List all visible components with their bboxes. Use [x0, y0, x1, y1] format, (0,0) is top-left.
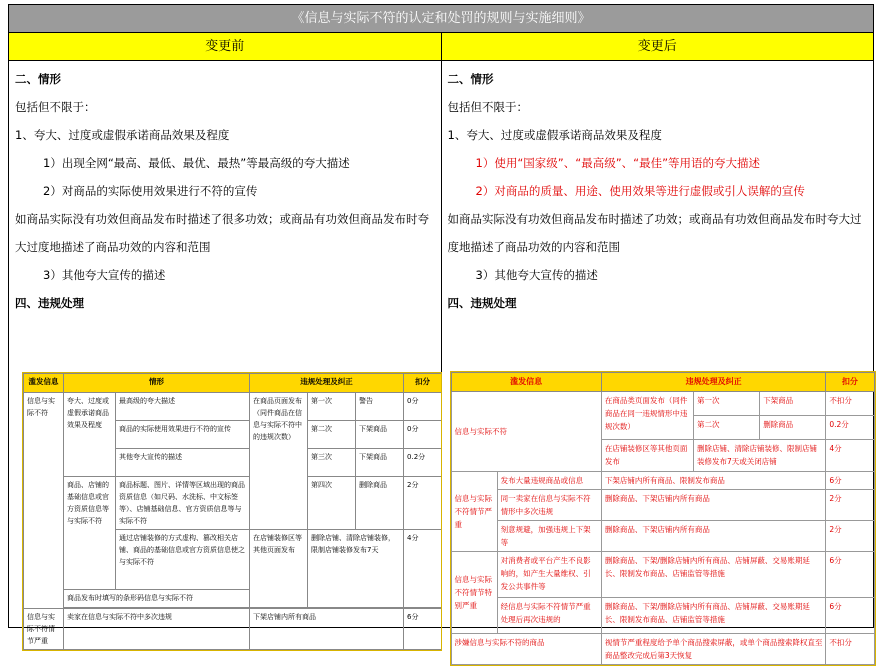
paragraph: 如商品实际没有功效但商品发布时描述了功效；或商品有功效但商品发布时夸大过度地描述了商品功效的内容和范围	[447, 212, 862, 254]
table-cell: 下架商品	[356, 421, 404, 449]
sub-item: 2）对商品的实际使用效果进行不符的宣传	[43, 184, 258, 198]
table-cell: 商品、店铺的基础信息或官方资质信息等与实际不符	[64, 477, 116, 590]
table-cell: 刻意规避，加强违规上下架等	[497, 521, 601, 552]
table-cell: 删除店铺、清除店铺装修、限制店铺装修发布7天或关闭店铺	[694, 440, 826, 472]
table-cell: 下架商品	[760, 392, 826, 416]
table-cell: 商品发布时填写的条形码信息与实际不符	[64, 590, 250, 608]
table-header: 扣分	[826, 373, 874, 392]
section-heading: 二、情形	[447, 72, 494, 86]
table-cell: 删除商品	[760, 416, 826, 440]
table-header: 情形	[64, 374, 250, 393]
section-heading: 二、情形	[15, 72, 61, 86]
table-cell: 第二次	[694, 416, 760, 440]
table-cell: 在商品类页面发布（同件商品在同一违规情形中违规次数）	[601, 392, 693, 440]
document-frame	[8, 4, 874, 660]
table-cell: 下架店铺内所有商品	[250, 609, 404, 650]
page-title: 《信息与实际不符的认定和处罚的规则与实施细则》	[9, 5, 873, 33]
table-cell: 卖家在信息与实际不符中多次违规	[64, 609, 250, 650]
before-penalty-table	[23, 373, 441, 650]
table-cell: 删除店铺、清除店铺装修，限制店铺装修发布7天	[308, 530, 404, 608]
table-cell: 经信息与实际不符情节严重处理后再次违规的	[497, 598, 601, 634]
table-cell: 下架店铺内所有商品、限制发布商品	[601, 472, 826, 490]
item-text: 1、夸大、过度或虚假承诺商品效果及程度	[15, 128, 230, 142]
table-cell: 警告	[356, 393, 404, 421]
table-cell: 第三次	[308, 449, 356, 477]
table-cell: 通过店铺装修的方式虚构、篡改相关店铺、商品的基础信息或官方资质信息使之与实际不符	[116, 530, 250, 590]
table-header: 滥发信息	[24, 374, 64, 393]
table-cell: 信息与实际不符	[451, 392, 601, 472]
paragraph: 如商品实际没有功效但商品发布时描述了很多功效；或商品有功效但商品发布时夸大过度地描述了商品功效的内容和范围	[15, 212, 429, 254]
table-cell: 商品的实际使用效果进行不符的宣传	[116, 421, 250, 449]
table-cell: 删除商品	[356, 477, 404, 530]
table-cell: 信息与实际不符	[24, 393, 64, 609]
table-header: 滥发信息	[451, 373, 601, 392]
table-cell: 4分	[404, 530, 442, 608]
table-cell: 商品标题、图片、详情等区域出现的商品资质信息（如尺码、水洗标、中文标签等）、店铺基础信息、官方资质信息等与实际不符	[116, 477, 250, 530]
table-cell: 删除商品、下架店铺内所有商品	[601, 521, 826, 552]
table-cell: 最高级的夸大描述	[116, 393, 250, 421]
table-cell: 0.2分	[826, 416, 874, 440]
table-cell: 第四次	[308, 477, 356, 530]
sub-item-changed: 2）对商品的质量、用途、使用效果等进行虚假或引人误解的宣传	[475, 184, 805, 198]
table-cell: 4分	[826, 440, 874, 472]
table-cell: 信息与实际不符情节特别严重	[451, 552, 497, 634]
table-cell: 2分	[826, 521, 874, 552]
section-heading: 四、违规处理	[15, 296, 84, 310]
table-cell: 视情节严重程度给予单个商品搜索屏蔽，或单个商品搜索降权直至商品整改完成后第3天恢复	[601, 634, 826, 665]
table-cell: 2分	[404, 477, 442, 530]
table-header: 扣分	[404, 374, 442, 393]
table-cell: 同一卖家在信息与实际不符情形中多次违规	[497, 490, 601, 521]
table-cell: 第二次	[308, 421, 356, 449]
before-column	[9, 61, 442, 645]
table-cell: 在店铺装修区等其他页面发布	[250, 530, 308, 608]
table-cell: 不扣分	[826, 392, 874, 416]
table-header: 违规处理及纠正	[601, 373, 826, 392]
table-cell: 0分	[404, 393, 442, 421]
table-cell: 第一次	[694, 392, 760, 416]
table-cell: 夸大、过度或虚假承诺商品效果及程度	[64, 393, 116, 477]
table-header: 违规处理及纠正	[250, 374, 404, 393]
column-headers	[9, 33, 873, 61]
intro-text: 包括但不限于：	[15, 100, 96, 114]
table-cell: 不扣分	[826, 634, 874, 665]
table-cell: 发布大量违规商品或信息	[497, 472, 601, 490]
table-cell: 2分	[826, 490, 874, 521]
sub-item: 3）其他夸大宣传的描述	[475, 268, 598, 282]
header-after: 变更后	[637, 39, 677, 54]
table-cell: 删除商品、下架/删除店铺内所有商品、店铺屏蔽、交易账期延长、限制发布商品、店铺监管等措施	[601, 552, 826, 598]
after-column	[442, 61, 874, 660]
table-cell: 0.2分	[404, 449, 442, 477]
table-cell: 信息与实际不符情节严重	[451, 472, 497, 552]
sub-item: 3）其他夸大宣传的描述	[43, 268, 166, 282]
table-cell: 删除商品、下架/删除店铺内所有商品、店铺屏蔽、交易账期延长、限制发布商品、店铺监管等措施	[601, 598, 826, 634]
after-penalty-table	[450, 371, 876, 666]
item-text: 1、夸大、过度或虚假承诺商品效果及程度	[447, 128, 662, 142]
header-before: 变更前	[9, 33, 442, 60]
sub-item: 1）出现全网“最高、最低、最优、最热”等最高级的夸大描述	[43, 156, 350, 170]
table-cell: 信息与实际不符情节严重	[24, 609, 64, 650]
table-cell: 对消费者或平台产生不良影响的，如产生大量维权、引发公共事件等	[497, 552, 601, 598]
table-cell: 在店铺装修区等其他页面发布	[601, 440, 693, 472]
table-cell: 6分	[826, 472, 874, 490]
table-cell: 涉嫌信息与实际不符的商品	[451, 634, 601, 665]
table-cell: 其他夸大宣传的描述	[116, 449, 250, 477]
table-cell: 删除商品、下架店铺内所有商品	[601, 490, 826, 521]
table-cell: 6分	[404, 609, 442, 650]
table-cell: 6分	[826, 552, 874, 598]
table-cell: 6分	[826, 598, 874, 634]
table-cell: 下架商品	[356, 449, 404, 477]
table-cell: 在商品页面发布（同件商品在信息与实际不符中的违规次数）	[250, 393, 308, 530]
table-cell: 0分	[404, 421, 442, 449]
intro-text: 包括但不限于：	[447, 100, 528, 114]
table-cell: 第一次	[308, 393, 356, 421]
sub-item-changed: 1）使用“国家级”、“最高级”、“最佳”等用语的夸大描述	[475, 156, 761, 170]
section-heading: 四、违规处理	[447, 296, 517, 310]
